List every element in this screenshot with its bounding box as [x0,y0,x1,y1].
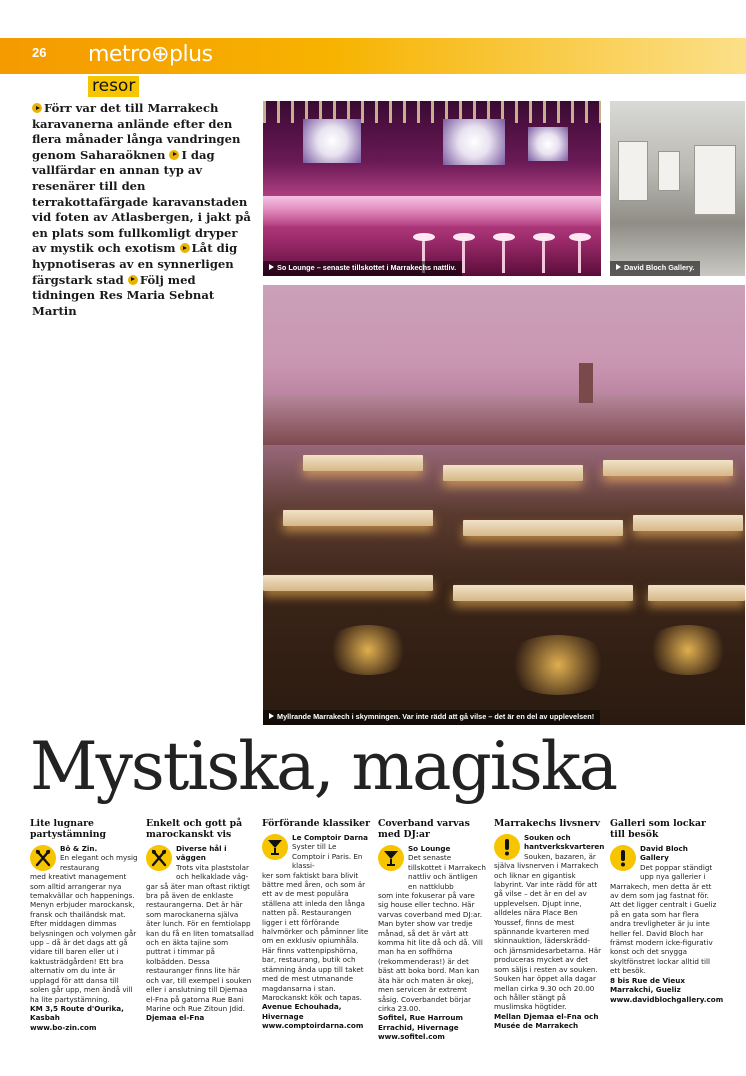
bar-stool [533,233,555,241]
video-screen [443,119,505,165]
cocktail-icon [262,834,288,860]
minaret [579,363,593,403]
page-number: 26 [32,45,47,60]
city-skyline [263,395,745,445]
column-body: gar så äter man oftast riktigt bra på även de enklaste restaurangerna. Det är här som marockanerna själva äter lunch. För en femtiolapp kan du få en liten tomatsallad och en äkta tajine som puttrat i timmar på kolbädden. Dessa restauranger finns lite här och var, till exempel i souken eller i anslutning till Djemaa el-Fna på gatorna Rue Bani Marine och Rue Zitoun Jdid. [146,881,254,1013]
caption-arrow-icon [269,713,274,719]
venue-name: So Lounge [408,844,451,853]
venue-name: Diverse hål i väggen [176,844,227,863]
venue-name: Le Comptoir Darna [292,833,369,842]
column-body: ker som faktiskt bara blivit bättre med åren, och som är ett av de mest populära ställena att inleda den långa natten på. Restaurangen ligger i ett förförande halvmörker och påminner lite om en exklusiv opiumhåla. Här finns vattenpipshörna, bar, restaurang, butik och stämning ända upp till taket med de mest utmanande magdansarna i stan. Marockanskt kök och tapas. [262,870,369,1002]
column-body-lead: Trots vita plaststolar och helkaklade väg- [176,862,249,882]
gallery-caption-text: David Bloch Gallery. [624,263,695,272]
intro-segment: Följ med tidningen Res Maria Sebnat Martin [32,272,215,318]
lounge-caption [263,261,462,276]
column-title: Förförande klassiker [262,818,370,829]
bar-stool [569,233,591,241]
bar-counter [263,196,601,226]
bar-stool-leg [578,241,581,273]
column-1 [30,818,138,1032]
intro-segment: I dag vallfärdar en annan typ av resenärer till den terrakottafärgade karavanstaden vid foten av Atlasbergen, i jakt på en plats som fullkomligt dryper av mystik och exotism [32,147,251,256]
market-photo [263,285,745,725]
market-stall [648,585,745,601]
cutlery-icon [146,845,172,871]
arrow-bullet-icon [169,150,179,160]
market-stall [463,520,623,536]
caption-arrow-icon [616,264,621,270]
market-stall [303,455,423,471]
caption-arrow-icon [269,264,274,270]
column-body-lead: Souken, bazaren, är [524,851,596,861]
column-body: som inte fokuserar på vare sig house eller techno. Här varvas coverband med DJ:ar. Man byter show var tredje månad, så det är värt att komma hit lite då och då. Vill man ha en soffhörna (rekommenderas!) är det bäst att boka bord. Man kan äta här och maten är okej, men servicen är extremt såsig. Coverbandet börjar cirka 23.00. [378,891,483,1013]
gallery-photo [610,101,745,276]
column-5 [494,818,605,1031]
venue-address: KM 3,5 Route d'Ourika, Kasbah [30,1003,124,1023]
bar-stool [493,233,515,241]
venue-name: Souken och hantverkskvarteren [524,833,605,852]
bar-stool-leg [542,241,545,273]
column-body: Marrakech, men detta är ett av dem som jag fastnat för. Att det ligger centralt i Gueliz på en gata som har flera andra trevligheter är ju inte heller fel. David Bloch har främst modern icke-figurativ konst och det snygga skyltfönstret lockar alltid till ett besök. [610,881,717,976]
bar-stool [413,233,435,241]
venue-address: Mellan Djemaa el-Fna och Musée de Marrakech [494,1011,599,1031]
column-3 [262,818,370,1031]
column-title: Galleri som lockar till besök [610,818,706,840]
venue-address: 8 bis Rue de Vieux Marrakchi, Gueliz [610,975,685,995]
venue-website: www.sofitel.com [378,1032,445,1042]
gallery-artwork [618,141,648,201]
lounge-caption-text: So Lounge – senaste tillskottet i Marrakechs nattliv. [277,263,457,272]
video-screen [528,127,568,161]
column-body-lead: Syster till Le Comptoir i Paris. En klassi- [292,842,363,871]
intro-segment: Förr var det till Marrakech karavanerna anlände efter den flera månader långa vandringen genom Saharaöknen [32,101,241,162]
market-stall [283,510,433,526]
market-stall [603,460,733,476]
venue-website: www.bo-zin.com [30,1022,97,1032]
gallery-caption [610,261,700,276]
column-title: Lite lugnare partystämning [30,818,107,840]
bar-stool [453,233,475,241]
arrow-bullet-icon [128,275,138,285]
market-stall [443,465,583,481]
lantern-glow [503,635,613,695]
bar-stool-leg [502,241,505,273]
cutlery-icon [30,845,56,871]
brand-logo: metro⊕plus [88,42,213,67]
column-body: med kreativt management som alltid arrangerar nya temakvällar och happenings. Menyn erbjuder marockansk, fransk och thailändsk mat. Efter middagen dimmas belysningen och volymen går upp – då är det dags att gå vidare till baren eller ut i kaktusträdgården! Ett bra alternativ om du inte är upplagd för att dansa till solen går upp, men ändå vill ha lite partystämning. [30,872,137,1004]
gallery-artwork [658,151,680,191]
lantern-glow [643,625,733,675]
column-body-lead: En elegant och mysig restaurang [60,853,138,872]
column-lead [610,844,718,882]
column-title: Enkelt och gott på marockanskt vis [146,818,243,840]
column-2 [146,818,254,1023]
venue-name: David Bloch Gallery [640,844,688,863]
market-stall [263,575,433,591]
column-6 [610,818,724,1004]
video-screen [303,119,361,163]
arrow-bullet-icon [180,243,190,253]
column-title: Coverband varvas med DJ:ar [378,818,470,840]
venue-website: www.comptoirdarna.com [262,1021,364,1031]
column-body: själva livsnerven i Marrakech och liknar en gigantisk labyrint. Var inte rädd för att gå vilse – det är en del av upplevelsen. Djupt inne, alldeles nära Place Ben Youssef, finns de mest spännande kvarteren med skinnauktion, läderskrädd- och järnsmidesarbetarna. Här produceras mycket av det som säljs i resten av souken. Souken har öppet alla dagar mellan cirka 9.30 och 20.00 och håller stängt på muslimska högtider. [494,861,602,1012]
lounge-photo [263,101,601,276]
headline: Mystiska, magiska [30,728,617,805]
column-title: Marrakechs livsnerv [494,818,601,829]
column-4 [378,818,486,1042]
gallery-artwork [694,145,736,215]
market-stall [633,515,743,531]
lantern-glow [323,625,413,675]
market-caption [263,710,600,725]
venue-website: www.davidblochgallery.com [610,994,724,1004]
column-lead [378,844,486,891]
market-caption-text: Myllrande Marrakech i skymningen. Var inte rädd att gå vilse – det är en del av upplevelsen! [277,712,595,721]
venue-address: Avenue Echouhada, Hivernage [262,1002,342,1021]
intro-segment: Låt dig hypnotiseras av en synnerligen färgstark stad [32,241,238,287]
venue-name: Bô & Zin. [60,844,98,853]
cocktail-icon [378,845,404,871]
column-lead [146,844,254,882]
section-tag: resor [88,76,139,97]
exclamation-icon [494,834,520,860]
venue-address: Sofitel, Rue Harroum Errachid, Hivernage [378,1013,463,1032]
exclamation-icon [610,845,636,871]
bar-stool-leg [462,241,465,273]
arrow-bullet-icon [32,103,42,113]
column-lead [30,844,138,872]
column-body-lead: Det senaste tillskottet i Marrakech nattliv och äntligen en nattklubb [408,853,486,891]
column-lead [494,833,605,861]
venue-address: Djemaa el-Fna [146,1013,205,1023]
column-body-lead: Det poppar ständigt upp nya gallerier i [640,862,713,882]
market-stall [453,585,633,601]
intro-text [32,101,252,319]
column-lead [262,833,370,871]
